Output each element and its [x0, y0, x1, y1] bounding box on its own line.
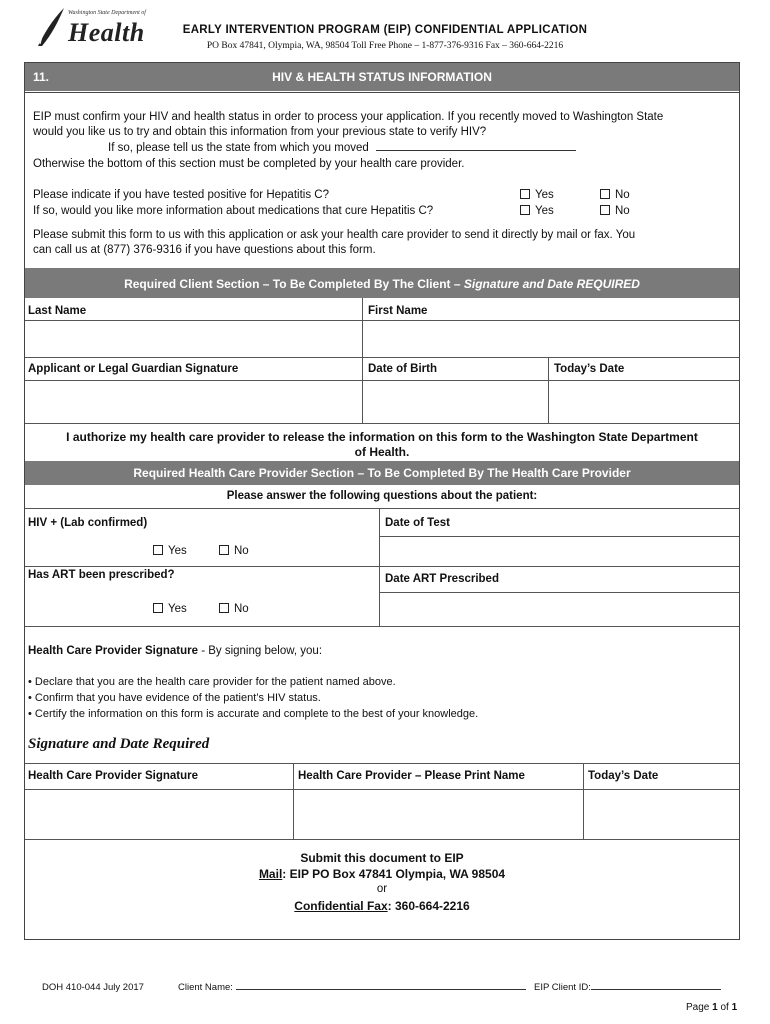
provider-date-input[interactable]	[584, 790, 738, 838]
provider-section-bar	[25, 461, 739, 485]
no-label: No	[615, 189, 630, 201]
client-todays-date-label: Today’s Date	[554, 363, 625, 375]
divider	[25, 357, 739, 358]
yes-label: Yes	[168, 603, 187, 615]
no-label: No	[234, 603, 249, 615]
client-bar-text: Required Client Section – To Be Completed By The Client –	[124, 277, 464, 291]
section-header-bar	[25, 63, 739, 91]
provider-signature-heading-bold: Health Care Provider Signature	[28, 645, 198, 657]
divider	[25, 508, 739, 509]
checkbox-icon[interactable]	[219, 545, 229, 555]
client-name-label: Client Name:	[178, 982, 233, 993]
hepc-q1-no-option[interactable]	[600, 189, 630, 201]
bullet-declare: • Declare that you are the health care provider for the patient named above.	[28, 676, 396, 688]
no-label: No	[615, 205, 630, 217]
intro-line-4: Otherwise the bottom of this section must be completed by your health care provider.	[33, 158, 465, 170]
date-of-test-input[interactable]	[380, 537, 738, 565]
bullet-certify: • Certify the information on this form is accurate and complete to the best of your knowledge.	[28, 708, 479, 720]
moved-state-label: If so, please tell us the state from which you moved	[108, 142, 369, 154]
checkbox-icon[interactable]	[520, 205, 530, 215]
provider-signature-heading-rest: - By signing below, you:	[198, 645, 323, 657]
art-label: Has ART been prescribed?	[28, 569, 175, 581]
bullet-confirm: • Confirm that you have evidence of the patient’s HIV status.	[28, 692, 321, 704]
logo-small-text: Washington State Department of	[68, 10, 146, 16]
client-name-input[interactable]	[236, 989, 526, 990]
last-name-input[interactable]	[26, 321, 361, 356]
client-id-input[interactable]	[591, 989, 721, 990]
submit-instructions-2: can call us at (877) 376-9316 if you have questions about this form.	[33, 244, 376, 256]
checkbox-icon[interactable]	[520, 189, 530, 199]
art-no-option[interactable]	[219, 603, 249, 615]
mail-value: : EIP PO Box 47841 Olympia, WA 98504	[282, 867, 506, 881]
form-subtitle: PO Box 47841, Olympia, WA, 98504 Toll Free Phone – 1-877-376-9316 Fax – 360-664-2216	[206, 41, 564, 51]
checkbox-icon[interactable]	[219, 603, 229, 613]
first-name-input[interactable]	[363, 321, 738, 356]
hepc-q2-yes-option[interactable]	[520, 205, 554, 217]
client-section-bar	[25, 268, 739, 298]
date-art-label: Date ART Prescribed	[385, 573, 499, 585]
provider-signature-col: Health Care Provider Signature	[28, 770, 198, 782]
provider-instruction: Please answer the following questions about the patient:	[226, 490, 538, 502]
last-name-label: Last Name	[28, 305, 87, 317]
art-yes-option[interactable]	[153, 603, 187, 615]
divider	[25, 839, 739, 840]
page-current: 1	[712, 1002, 718, 1013]
hiv-yes-option[interactable]	[153, 545, 187, 557]
yes-label: Yes	[168, 545, 187, 557]
applicant-signature-label: Applicant or Legal Guardian Signature	[28, 363, 239, 375]
fax-value: : 360-664-2216	[387, 899, 470, 913]
form-id: DOH 410-044 July 2017	[42, 982, 144, 993]
checkbox-icon[interactable]	[153, 545, 163, 555]
dob-label: Date of Birth	[368, 363, 437, 375]
authorize-line-1: I authorize my health care provider to release the information on this form to the Washington State Department	[66, 430, 698, 444]
applicant-signature-input[interactable]	[26, 381, 361, 422]
section-title: HIV & HEALTH STATUS INFORMATION	[272, 70, 492, 84]
fax-label: Confidential Fax	[294, 899, 388, 913]
intro-line-2: would you like us to try and obtain this information from your previous state to verify HIV?	[33, 126, 487, 138]
yes-label: Yes	[535, 205, 554, 217]
moved-state-question	[108, 142, 576, 154]
section-number: 11.	[33, 70, 50, 84]
client-bar-italic: Signature and Date REQUIRED	[463, 277, 640, 291]
no-label: No	[234, 545, 249, 557]
hepc-question-1: Please indicate if you have tested positive for Hepatitis C?	[33, 189, 329, 201]
authorize-line-2: of Health.	[354, 445, 410, 459]
hepc-question-2: If so, would you like more information about medications that cure Hepatitis C?	[33, 205, 434, 217]
checkbox-icon[interactable]	[600, 205, 610, 215]
submit-mail	[25, 867, 739, 881]
divider	[25, 92, 739, 93]
submit-title: Submit this document to EIP	[300, 851, 464, 865]
page-prefix: Page	[686, 1002, 713, 1013]
divider	[25, 423, 739, 424]
provider-date-col: Today’s Date	[588, 770, 659, 782]
page-number	[686, 1002, 737, 1013]
client-id-label: EIP Client ID:	[534, 982, 591, 993]
client-id-field	[534, 982, 721, 993]
signature-required-heading: Signature and Date Required	[28, 736, 210, 752]
hiv-label: HIV + (Lab confirmed)	[28, 517, 148, 529]
submit-or: or	[376, 883, 388, 895]
form-title: EARLY INTERVENTION PROGRAM (EIP) CONFIDENTIAL APPLICATION	[182, 24, 588, 36]
client-name-field	[178, 982, 526, 993]
divider	[25, 626, 739, 627]
hiv-no-option[interactable]	[219, 545, 249, 557]
mail-label: Mail	[258, 867, 283, 881]
divider	[25, 566, 739, 567]
first-name-label: First Name	[368, 305, 428, 317]
client-todays-date-input[interactable]	[549, 381, 738, 422]
submit-instructions-1: Please submit this form to us with this application or ask your health care provider to send it directly by mail or fax. You	[33, 229, 636, 241]
date-of-test-label: Date of Test	[385, 517, 450, 529]
page-of: of	[717, 1002, 732, 1013]
yes-label: Yes	[535, 189, 554, 201]
page-total: 1	[731, 1002, 738, 1013]
hepc-q1-yes-option[interactable]	[520, 189, 554, 201]
dob-input[interactable]	[363, 381, 547, 422]
intro-line-1: EIP must confirm your HIV and health status in order to process your application. If you recently moved to Washington State	[33, 111, 664, 123]
submit-fax	[25, 899, 739, 913]
date-art-input[interactable]	[380, 593, 738, 625]
provider-bar-text: Required Health Care Provider Section – To Be Completed By The Health Care Provider	[133, 466, 631, 480]
checkbox-icon[interactable]	[600, 189, 610, 199]
divider	[25, 763, 739, 764]
hepc-q2-no-option[interactable]	[600, 205, 630, 217]
logo-big-text: Health	[68, 18, 145, 47]
checkbox-icon[interactable]	[153, 603, 163, 613]
provider-name-col: Health Care Provider – Please Print Name	[298, 770, 525, 782]
provider-signature-input[interactable]	[26, 790, 292, 838]
provider-name-input[interactable]	[294, 790, 582, 838]
provider-signature-heading	[28, 645, 322, 657]
moved-state-input[interactable]	[376, 150, 576, 151]
